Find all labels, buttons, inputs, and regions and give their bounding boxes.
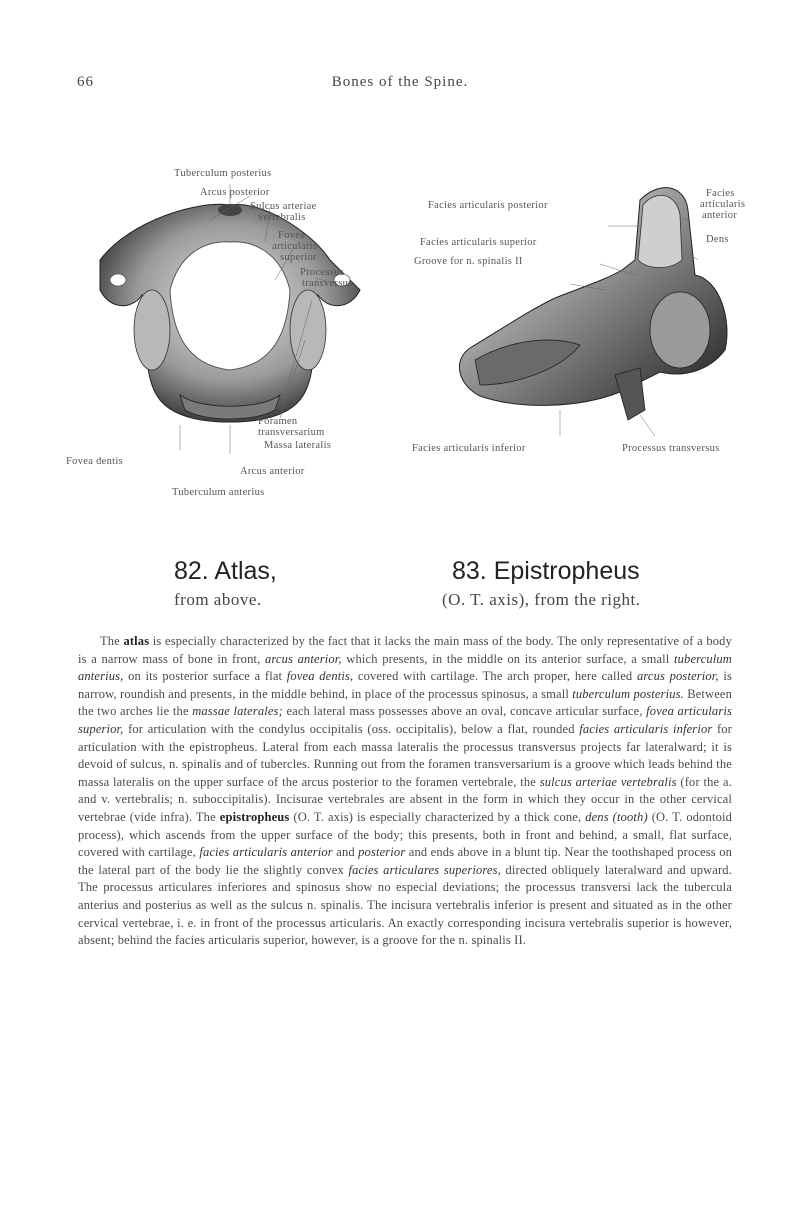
term-facies-articularis-inferior: facies articularis inferior — [579, 721, 713, 736]
atlas-illustration — [100, 184, 360, 454]
label-facies-art-inferior: Facies articularis inferior — [412, 443, 526, 454]
label-fovea-art-sup-1: Fovea — [278, 230, 306, 241]
term-facies-articularis-anterior: facies articularis anterior — [199, 845, 333, 860]
caption-83-subtitle: (O. T. axis), from the right. — [442, 590, 641, 609]
label-sulcus-arteriae-1: Sulcus arteriae — [250, 201, 317, 212]
label-facies-art-superior: Facies articularis superior — [420, 237, 537, 248]
label-facies-anterior-2: articularis — [700, 199, 746, 210]
term-massae-laterales: massae laterales; — [192, 704, 283, 719]
term-epistropheus: epistropheus — [219, 809, 290, 824]
label-groove: Groove for n. spinalis II — [414, 256, 523, 267]
figure-illustrations — [60, 160, 760, 510]
label-fovea-art-sup-2: articularis — [272, 241, 318, 252]
term-dens: dens (tooth) — [585, 809, 648, 824]
term-sulcus-arteriae-vertebralis: sulcus arteriae vertebralis — [539, 774, 677, 789]
caption-83-title: 83. Epistropheus — [452, 557, 640, 585]
label-dens: Dens — [706, 234, 729, 245]
caption-82-title: 82. Atlas, — [174, 557, 277, 585]
label-foramen-1: Foramen — [258, 416, 298, 427]
term-posterior: posterior — [358, 845, 406, 860]
label-sulcus-arteriae-2: vertebralis — [258, 212, 306, 223]
term-fovea-articularis-superior: fovea articularis superior, — [78, 704, 732, 736]
term-tuberculum-anterius: tuberculum anterius, — [78, 651, 732, 684]
label-processus-transversus-83: Processus transversus — [622, 443, 720, 454]
term-arcus-anterior: arcus anterior, — [264, 651, 342, 666]
body-paragraph: The atlas is especially characterized by the fact that it lacks the main mass of the body. The only representative of a body is a narrow mass of bone in front, arcus anterior, which presents, in the middle on its anterior surface, a small tuberculum anterius, on its posterior surface a flat fovea dentis, covered with cartilage. The arch proper, here called arcus posterior, is narrow, roundish and presents, in the middle behind, in place of the processus spinosus, a small tuberculum posterius. Between the two arches lie the massae laterales; each lateral mass possesses above an oval, concave articular surface, fovea articularis superior, for articulation with the condylus occipitalis (oss. occipitalis), below a flat, rounded facies articularis inferior for articulation with the epistropheus. Lateral from each massa lateralis the processus transversus projects far lateralward; it is devoid of sulcus, n. spinalis and of tubercles. Running out from the foramen transversarium is a groove which leads behind the massa lateralis on the upper surface of the arcus posterior to the foramen vertebrale, the sulcus arteriae vertebralis (for the a. and v. vertebralis; n. suboccipitalis). Incisurae vertebrales are absent in the form in which they occur in the other cervical vertebrae (vide infra). The epistropheus (O. T. axis) is especially characterized by a thick cone, dens (tooth) (O. T. odontoid process), which ascends from the upper surface of the body; this presents, both in front and behind, a small, flat surface, covered with cartilage, facies articularis anterior and posterior and ends above in a blunt tip. Near the toothshaped process on the lateral part of the body lie the slightly convex facies articulares superiores, directed obliquely lateralward and upward. The processus articulares inferiores and spinosus show no especial deviations; the processus transversi lack the tubercula anterius and posterius as well as the sulcus n. spinalis. The incisura vertebralis inferior is present and situated as in the other cervical vertebrae, i. e. in front of the processus articularis. An exactly corresponding incisura vertebralis superior is however, absent; behind the facies articularis superior, however, is a groove for the n. spinalis II. — [78, 634, 732, 948]
label-foramen-2: transversarium — [258, 427, 325, 438]
label-tuberculum-anterius: Tuberculum anterius — [172, 487, 265, 498]
label-tuberculum-posterius: Tuberculum posterius — [174, 168, 272, 179]
figure-area — [60, 160, 760, 510]
term-arcus-posterior: arcus posterior, — [636, 669, 719, 684]
label-facies-art-posterior: Facies articularis posterior — [428, 200, 548, 211]
label-processus-transversus-2: transversus — [302, 278, 353, 289]
body-text — [78, 633, 732, 950]
label-arcus-anterior: Arcus anterior — [240, 466, 305, 477]
epistropheus-illustration — [459, 188, 727, 436]
running-head: Bones of the Spine. — [331, 74, 469, 90]
label-massa-lateralis: Massa lateralis — [264, 440, 332, 451]
term-facies-articulares-superiores: facies articulares superiores, — [348, 862, 501, 877]
label-arcus-posterior: Arcus posterior — [200, 187, 270, 198]
label-processus-transversus-1: Processus — [300, 267, 345, 278]
term-tuberculum-posterius: tuberculum posterius. — [572, 686, 684, 701]
caption-82-subtitle: from above. — [174, 590, 262, 609]
term-atlas: atlas — [123, 634, 150, 648]
page-number: 66 — [77, 74, 94, 90]
page-header — [0, 74, 800, 96]
label-fovea-dentis: Fovea dentis — [66, 456, 123, 467]
label-facies-anterior-1: Facies — [706, 188, 735, 199]
label-fovea-art-sup-3: superior — [280, 252, 317, 263]
label-facies-anterior-3: anterior — [702, 210, 738, 221]
term-fovea-dentis: fovea dentis, — [286, 669, 354, 684]
